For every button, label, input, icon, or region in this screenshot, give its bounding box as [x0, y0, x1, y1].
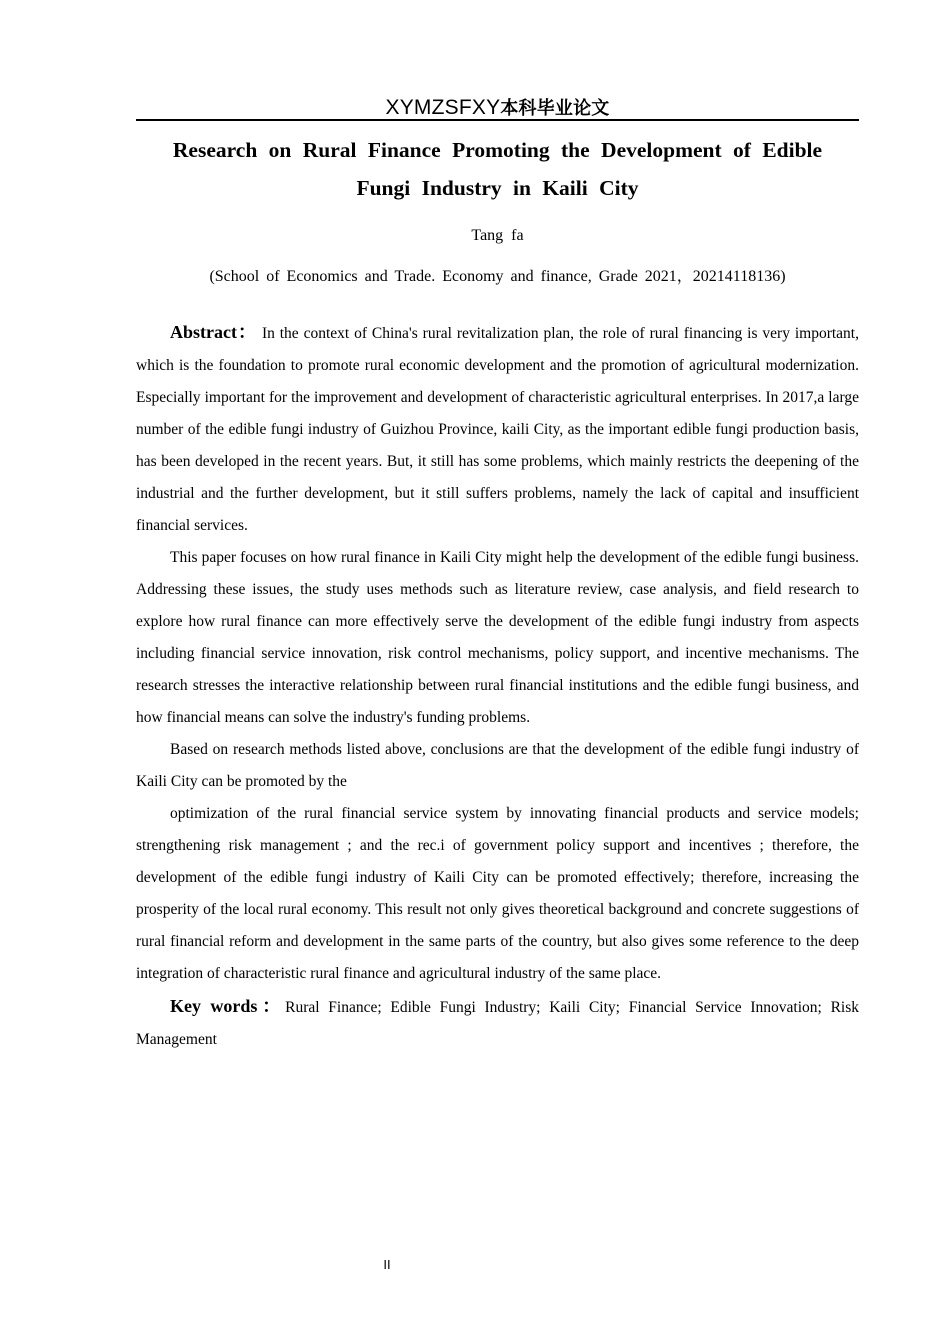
- abstract-paragraph-3: Based on research methods listed above, conclusions are that the development of the edible fungi industry of Kaili City can be promoted by the: [136, 741, 859, 790]
- abstract-label: Abstract：: [170, 322, 258, 342]
- paper-title: [136, 131, 859, 207]
- title-line-2: Fungi Industry in Kaili City: [356, 176, 639, 200]
- author-affiliation: (School of Economics and Trade. Economy and finance, Grade 2021，20214118136): [209, 268, 786, 285]
- running-header: [136, 94, 859, 120]
- abstract-paragraph-4: optimization of the rural financial service system by innovating financial products and service models; strengthening risk management ; and the rec.i of government policy support and incentives ; therefore, the development of the edible fungi industry of Kaili City can be promoted effectively; therefore, increasing the prosperity of the local rural economy. This result not only gives theoretical background and concrete suggestions of rural financial reform and development in the same parts of the country, but also gives some reference to the deep integration of characteristic rural finance and agricultural industry of the same place.: [136, 805, 859, 982]
- page-number: II: [383, 1257, 391, 1272]
- abstract-paragraph-2: This paper focuses on how rural finance in Kaili City might help the development of the edible fungi business. Addressing these issues, the study uses methods such as literature review, case analysis, and field research to explore how rural finance can more effectively serve the development of the edible fungi industry from aspects including financial service innovation, risk control mechanisms, policy support, and incentive mechanisms. The research stresses the interactive relationship between rural financial institutions and the edible fungi business, and how financial means can solve the industry's funding problems.: [136, 549, 859, 726]
- abstract-text-1: In the context of China's rural revitalization plan, the role of rural financing is very important, which is the foundation to promote rural economic development and the promotion of agricultural modernization. Especially important for the improvement and development of characteristic agricultural enterprises. In 2017,a large number of the edible fungi industry of Guizhou Province, kaili City, as the important edible fungi production basis, has been developed in the recent years. But, it still has some problems, which mainly restricts the deepening of the industrial and the further development, but it still suffers problems, namely the lack of capital and insufficient financial services.: [136, 325, 859, 534]
- abstract-section: [136, 316, 859, 1056]
- keywords-text: Rural Finance; Edible Fungi Industry; Kaili City; Financial Service Innovation; Risk Management: [136, 999, 859, 1048]
- header-school-code: XYMZSFXY: [385, 96, 501, 119]
- title-line-1: Research on Rural Finance Promoting the Development of Edible: [172, 138, 823, 162]
- keywords-label: Key words：: [170, 996, 286, 1016]
- author-name: Tang fa: [471, 227, 524, 244]
- header-thesis-label: 本科毕业论文: [500, 98, 610, 119]
- header-divider: [136, 119, 859, 121]
- abstract-paragraph-1: [136, 316, 859, 542]
- keywords-paragraph: [136, 990, 859, 1056]
